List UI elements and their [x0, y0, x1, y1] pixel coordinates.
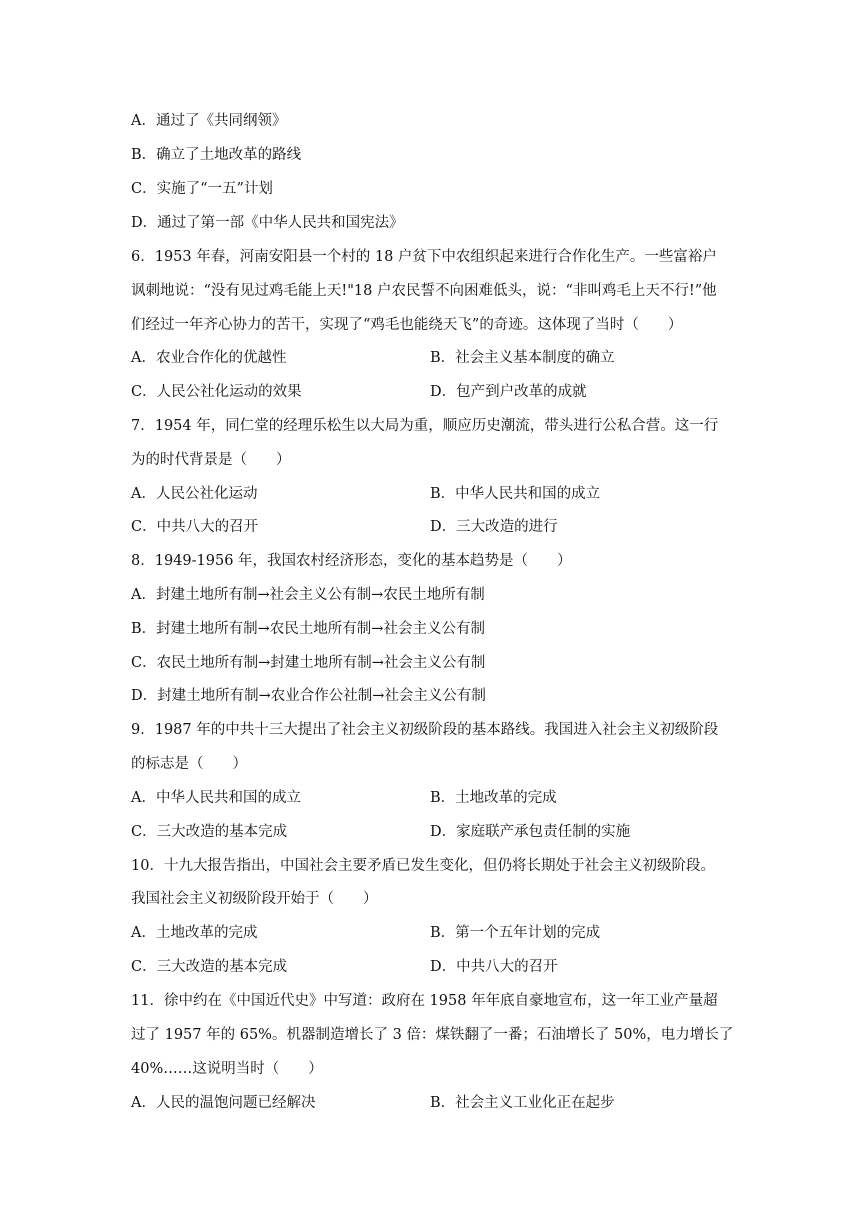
q9-option-b: B．土地改革的完成 [430, 790, 557, 806]
option-a: A．通过了《共同纲领》 [131, 113, 287, 129]
question-10: 10．十九大报告指出，中国社会主要矛盾已发生变化，但仍将长期处于社会主义初级阶段。 [131, 858, 715, 874]
question-11-line-2: 过了 1957 年的 65%。机器制造增长了 3 倍：煤铁翻了一番；石油增长了 50%，电力增长了 [131, 1027, 734, 1043]
q6-option-d: D．包产到户改革的成就 [430, 384, 587, 400]
option-d: D．通过了第一部《中华人民共和国宪法》 [131, 215, 404, 231]
q7-option-a: A．人民公社化运动 [131, 486, 258, 502]
option-c: C．实施了“一五”计划 [131, 181, 273, 197]
q9-option-c: C．三大改造的基本完成 [131, 824, 288, 840]
question-6: 6．1953 年春，河南安阳县一个村的 18 户贫下中农组织起来进行合作化生产。一些富裕户 [131, 249, 717, 265]
question-11-line-3: 40%……这说明当时（ ） [131, 1061, 323, 1077]
q10-option-c: C．三大改造的基本完成 [131, 959, 288, 975]
q7-option-d: D．三大改造的进行 [430, 519, 558, 535]
question-6-line-3: 们经过一年齐心协力的苦干，实现了“鸡毛也能绕天飞”的奇迹。这体现了当时（ ） [131, 317, 683, 333]
question-9-line-2: 的标志是（ ） [131, 756, 247, 772]
question-9: 9．1987 年的中共十三大提出了社会主义初级阶段的基本路线。我国进入社会主义初级阶段 [131, 722, 719, 738]
q8-option-c: C．农民土地所有制→封建土地所有制→社会主义公有制 [131, 655, 486, 671]
q10-option-a: A．土地改革的完成 [131, 925, 258, 941]
q8-option-a: A．封建土地所有制→社会主义公有制→农民土地所有制 [131, 587, 485, 603]
question-6-line-2: 讽刺地说：“没有见过鸡毛能上天!"18 户农民誓不向困难低头，说：“非叫鸡毛上天不行!”他 [131, 283, 717, 299]
q6-option-a: A．农业合作化的优越性 [131, 350, 287, 366]
q10-option-b: B．第一个五年计划的完成 [430, 925, 601, 941]
question-10-line-2: 我国社会主义初级阶段开始于（ ） [131, 891, 378, 907]
q9-option-d: D．家庭联产承包责任制的实施 [430, 824, 631, 840]
question-7-line-2: 为的时代背景是（ ） [131, 452, 291, 468]
question-11: 11．徐中约在《中国近代史》中写道：政府在 1958 年年底自豪地宣布，这一年工业产量超 [131, 993, 718, 1009]
q8-option-b: B．封建土地所有制→农民土地所有制→社会主义公有制 [131, 621, 485, 637]
q6-option-b: B．社会主义基本制度的确立 [430, 350, 615, 366]
option-b: B．确立了土地改革的路线 [131, 147, 302, 163]
q6-option-c: C．人民公社化运动的效果 [131, 384, 302, 400]
q11-option-a: A．人民的温饱问题已经解决 [131, 1095, 316, 1111]
q9-option-a: A．中华人民共和国的成立 [131, 790, 301, 806]
q7-option-c: C．中共八大的召开 [131, 519, 259, 535]
question-8: 8．1949-1956 年，我国农村经济形态，变化的基本趋势是（ ） [131, 553, 572, 569]
question-7: 7．1954 年，同仁堂的经理乐松生以大局为重，顺应历史潮流，带头进行公私合营。这一行 [131, 418, 719, 434]
q8-option-d: D．封建土地所有制→农业合作公社制→社会主义公有制 [131, 688, 486, 704]
q7-option-b: B．中华人民共和国的成立 [430, 486, 601, 502]
q11-option-b: B．社会主义工业化正在起步 [430, 1095, 615, 1111]
q10-option-d: D．中共八大的召开 [430, 959, 558, 975]
